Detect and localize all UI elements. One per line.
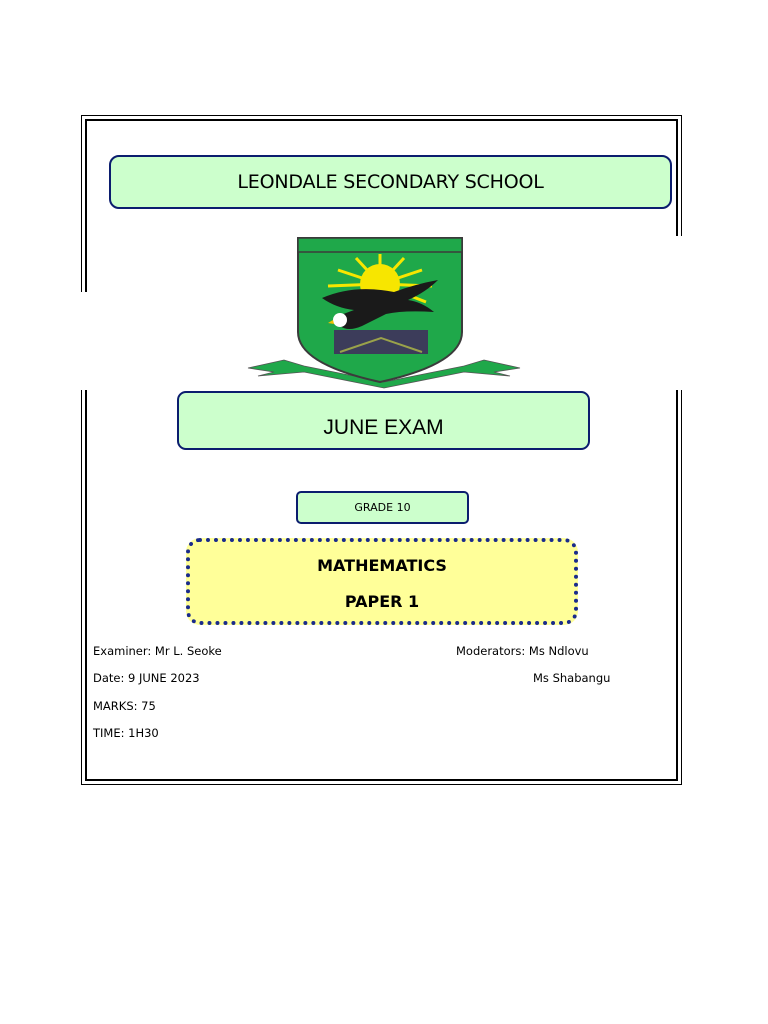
school-crest-logo bbox=[244, 234, 524, 390]
border-gap-right bbox=[674, 236, 688, 390]
time-line: TIME: 1H30 bbox=[93, 726, 159, 740]
moderators-line: Moderators: Ms Ndlovu bbox=[456, 644, 589, 658]
grade-box bbox=[296, 491, 469, 524]
school-name-box bbox=[109, 155, 672, 209]
school-name: LEONDALE SECONDARY SCHOOL bbox=[237, 171, 544, 193]
exam-title-box bbox=[177, 391, 590, 450]
exam-title: JUNE EXAM bbox=[323, 415, 444, 439]
examiner-line: Examiner: Mr L. Seoke bbox=[93, 644, 222, 658]
subject-name: MATHEMATICS bbox=[317, 556, 447, 575]
grade-label: GRADE 10 bbox=[354, 501, 411, 514]
school-crest bbox=[244, 234, 524, 390]
subject-box bbox=[186, 538, 578, 625]
paper-number: PAPER 1 bbox=[344, 592, 420, 611]
marks-line: MARKS: 75 bbox=[93, 699, 156, 713]
border-gap-left bbox=[75, 292, 93, 390]
moderator-2-line: Ms Shabangu bbox=[533, 671, 611, 685]
date-line: Date: 9 JUNE 2023 bbox=[93, 671, 200, 685]
